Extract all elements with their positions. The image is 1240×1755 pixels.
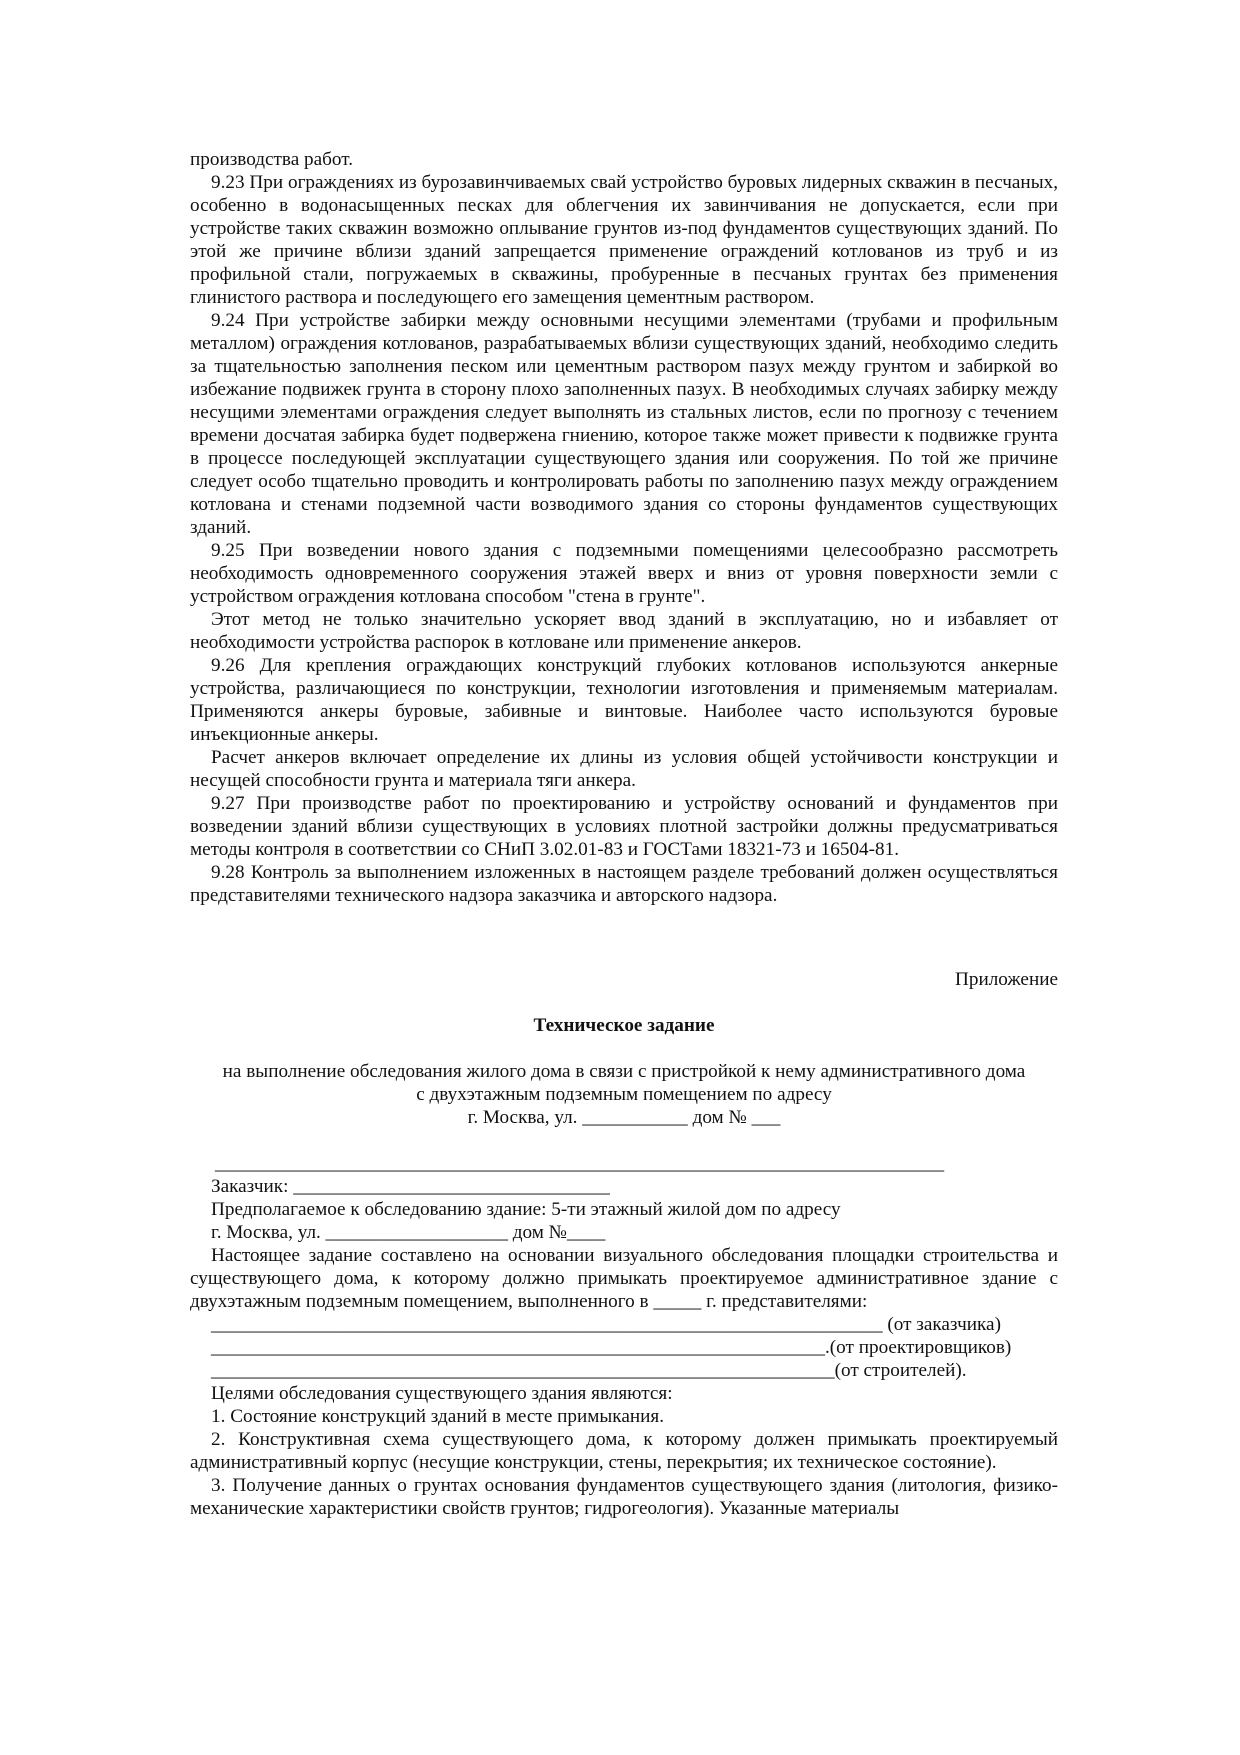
goal-item-1: 1. Состояние конструкций зданий в месте примыкания. bbox=[211, 1406, 665, 1427]
basis-paragraph: Настоящее задание составлено на основании визуального обследования площадки строительства и существующего дома, к которому должно примыкать проектируемое административное здание с двухэтажным подземным помещением, выполненного в _____ г. представителями: bbox=[190, 1245, 1058, 1312]
paragraph-9-28: 9.28 Контроль за выполнением изложенных в настоящем разделе требований должен осуществляться представителями технического надзора заказчика и авторского надзора. bbox=[190, 862, 1058, 906]
signature-builder bbox=[190, 1359, 1058, 1382]
signature-customer bbox=[190, 1313, 1058, 1336]
section-gap bbox=[190, 907, 1058, 968]
signature-designer-role: .(от проектировщиков) bbox=[825, 1337, 1012, 1358]
goals-heading: Целями обследования существующего здания являются: bbox=[211, 1383, 673, 1404]
goal-item-2: 2. Конструктивная схема существующего дома, к которому должен примыкать проектируемый административный корпус (несущие конструкции, стены, перекрытия; их техническое состояние). bbox=[190, 1429, 1058, 1473]
paragraph-continuation: производства работ. bbox=[190, 149, 354, 170]
signature-customer-line: ______________________________________________________________________ bbox=[211, 1314, 883, 1335]
paragraph-9-27: 9.27 При производстве работ по проектированию и устройству оснований и фундаментов при возведении зданий вблизи существующих в условиях плотной застройки должны предусматриваться методы контроля в соответствии со СНиП 3.02.01-83 и ГОСТами 18321-73 и 16504-81. bbox=[190, 793, 1058, 860]
subtitle-line-3: г. Москва, ул. ___________ дом № ___ bbox=[467, 1107, 781, 1128]
subtitle-line-2: с двухэтажным подземным помещением по адресу bbox=[416, 1084, 832, 1105]
subtitle-line-1: на выполнение обследования жилого дома в связи с пристройкой к нему административного дома bbox=[222, 1061, 1026, 1082]
paragraph-9-25-note: Этот метод не только значительно ускоряет ввод зданий в эксплуатацию, но и избавляет от необходимости устройства распорок в котловане или применение анкеров. bbox=[190, 609, 1058, 653]
signature-designer bbox=[190, 1336, 1058, 1359]
paragraph-9-26-note: Расчет анкеров включает определение их длины из условия общей устойчивости конструкции и несущей способности грунта и материала тяги анкера. bbox=[190, 747, 1058, 791]
paragraph-9-24: 9.24 При устройстве забирки между основными несущими элементами (трубами и профильным металлом) ограждения котлованов, разрабатываемых вблизи существующих зданий, необходимо следить за тщательностью заполнения песком или цементным раствором пазух между грунтом и забиркой во избежание подвижек грунта в сторону плохо заполненных пазух. В необходимых случаях забирку между несущими элементами ограждения следует выполнять из стальных листов, если по прогнозу с течением времени досчатая забирка будет подвержена гниению, которое также может привести к подвижке грунта в процессе последующей эксплуатации существующего здания или сооружения. По той же причине следует особо тщательно проводить и контролировать работы по заполнению пазух между ограждением котлована и стенами подземной части возводимого здания со стороны фундаментов существующих зданий. bbox=[190, 310, 1058, 538]
signature-builder-role: (от строителей). bbox=[834, 1360, 967, 1381]
appendix-label: Приложение bbox=[955, 969, 1058, 990]
signature-customer-role: (от заказчика) bbox=[882, 1314, 1001, 1335]
signature-designer-line: ________________________________________________________________ bbox=[211, 1337, 825, 1358]
appendix-title: Техническое задание bbox=[533, 1015, 715, 1036]
paragraph-9-26: 9.26 Для крепления ограждающих конструкций глубоких котлованов используются анкерные устройства, различающиеся по конструкции, технологии изготовления и применяемым материалам. Применяются анкеры буровые, забивные и винтовые. Наиболее часто используются буровые инъекционные анкеры. bbox=[190, 655, 1058, 745]
customer-field: Заказчик: _________________________________ bbox=[211, 1176, 610, 1197]
signature-builder-line: _________________________________________________________________ bbox=[211, 1360, 835, 1381]
address-field: г. Москва, ул. ___________________ дом №____ bbox=[211, 1222, 606, 1243]
appendix-subtitle bbox=[190, 1060, 1058, 1129]
paragraph-9-23: 9.23 При ограждениях из бурозавинчиваемых свай устройство буровых лидерных скважин в песчаных, особенно в водонасыщенных песках для облегчения их завинчивания не допускается, если при устройстве таких скважин возможно оплывание грунтов из-под фундаментов существующих зданий. По этой же причине вблизи зданий запрещается применение ограждений котлованов из труб и из профильной стали, погружаемых в скважины, пробуренные в песчаных грунтах без применения глинистого раствора и последующего его замещения цементным раствором. bbox=[190, 172, 1058, 308]
building-field: Предполагаемое к обследованию здание: 5-ти этажный жилой дом по адресу bbox=[211, 1199, 841, 1220]
divider-line: ____________________________________________________________________________ bbox=[215, 1153, 945, 1174]
document-page bbox=[190, 148, 1058, 1520]
paragraph-9-25: 9.25 При возведении нового здания с подземными помещениями целесообразно рассмотреть необходимость одновременного сооружения этажей вверх и вниз от уровня поверхности земли с устройством ограждения котлована способом "стена в грунте". bbox=[190, 540, 1058, 607]
goal-item-3: 3. Получение данных о грунтах основания фундаментов существующего здания (литология, физико-механические характеристики свойств грунтов; гидрогеология). Указанные материалы bbox=[190, 1475, 1058, 1519]
